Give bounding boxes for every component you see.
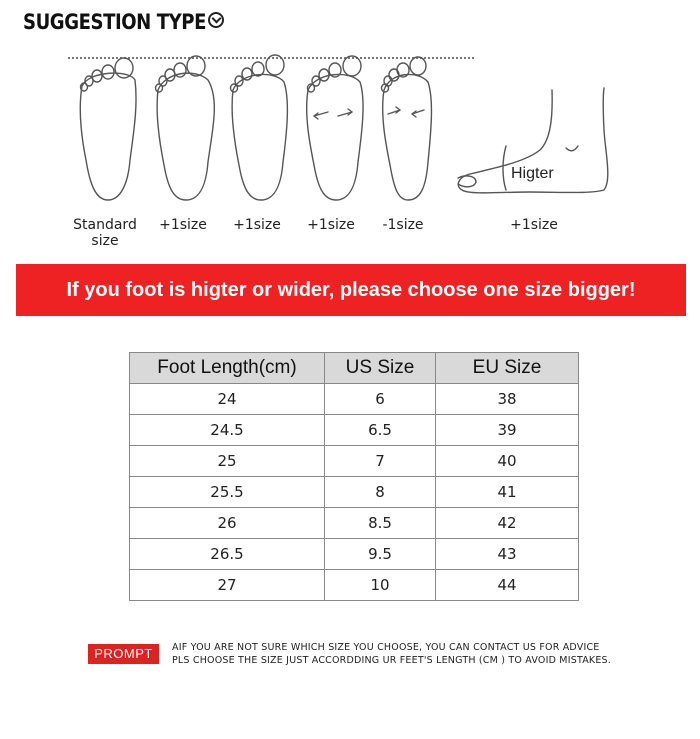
table-row: [130, 477, 579, 508]
header-foot-length: Foot Length(cm): [130, 353, 325, 384]
cell-foot-length: 24: [130, 384, 325, 415]
header-eu-size: EU Size: [436, 353, 579, 384]
foot-shapes-illustration: [0, 50, 700, 210]
prompt-badge: PROMPT: [88, 644, 159, 664]
table-header-row: [130, 353, 579, 384]
foot-bunion-icon: [156, 56, 215, 200]
cell-us-size: 8: [325, 477, 436, 508]
cell-us-size: 8.5: [325, 508, 436, 539]
cell-us-size: 9.5: [325, 539, 436, 570]
cell-foot-length: 26.5: [130, 539, 325, 570]
higter-label: Higter: [511, 165, 554, 182]
cell-foot-length: 27: [130, 570, 325, 601]
chevron-down-circle-icon: [208, 12, 224, 28]
cell-us-size: 6.5: [325, 415, 436, 446]
cell-us-size: 7: [325, 446, 436, 477]
size-warning-banner: [16, 264, 686, 316]
table-row: [130, 384, 579, 415]
size-chart-table: [129, 352, 579, 601]
table-row: [130, 508, 579, 539]
table-row: [130, 570, 579, 601]
cell-foot-length: 26: [130, 508, 325, 539]
cell-eu-size: 41: [436, 477, 579, 508]
cell-foot-length: 25: [130, 446, 325, 477]
header-us-size: US Size: [325, 353, 436, 384]
table-row: [130, 415, 579, 446]
cell-foot-length: 25.5: [130, 477, 325, 508]
cell-eu-size: 43: [436, 539, 579, 570]
cell-eu-size: 44: [436, 570, 579, 601]
cell-us-size: 6: [325, 384, 436, 415]
foot-caption-standard: Standard size: [73, 217, 137, 249]
foot-standard-icon: [80, 58, 136, 200]
prompt-line-2: PLS CHOOSE THE SIZE JUST ACCORDDING UR FEET'S LENGTH (CM ) TO AVOID MISTAKES.: [172, 655, 611, 666]
foot-caption-2: +1size: [159, 217, 207, 233]
prompt-line-1: AIF YOU ARE NOT SURE WHICH SIZE YOU CHOOSE, YOU CAN CONTACT US FOR ADVICE: [172, 642, 600, 653]
banner-text: If you foot is higter or wider, please choose one size bigger!: [66, 279, 636, 301]
table-row: [130, 539, 579, 570]
cell-eu-size: 38: [436, 384, 579, 415]
cell-eu-size: 40: [436, 446, 579, 477]
foot-caption-5: -1size: [382, 217, 424, 233]
foot-caption-3: +1size: [233, 217, 281, 233]
foot-long-toe-icon: [231, 55, 288, 200]
cell-eu-size: 42: [436, 508, 579, 539]
foot-caption-4: +1size: [307, 217, 355, 233]
foot-narrow-icon: [382, 57, 432, 200]
foot-wide-icon: [307, 56, 363, 200]
cell-eu-size: 39: [436, 415, 579, 446]
cell-foot-length: 24.5: [130, 415, 325, 446]
page-title: SUGGESTION TYPE: [23, 10, 206, 34]
table-row: [130, 446, 579, 477]
foot-caption-6: +1size: [510, 217, 558, 233]
cell-us-size: 10: [325, 570, 436, 601]
